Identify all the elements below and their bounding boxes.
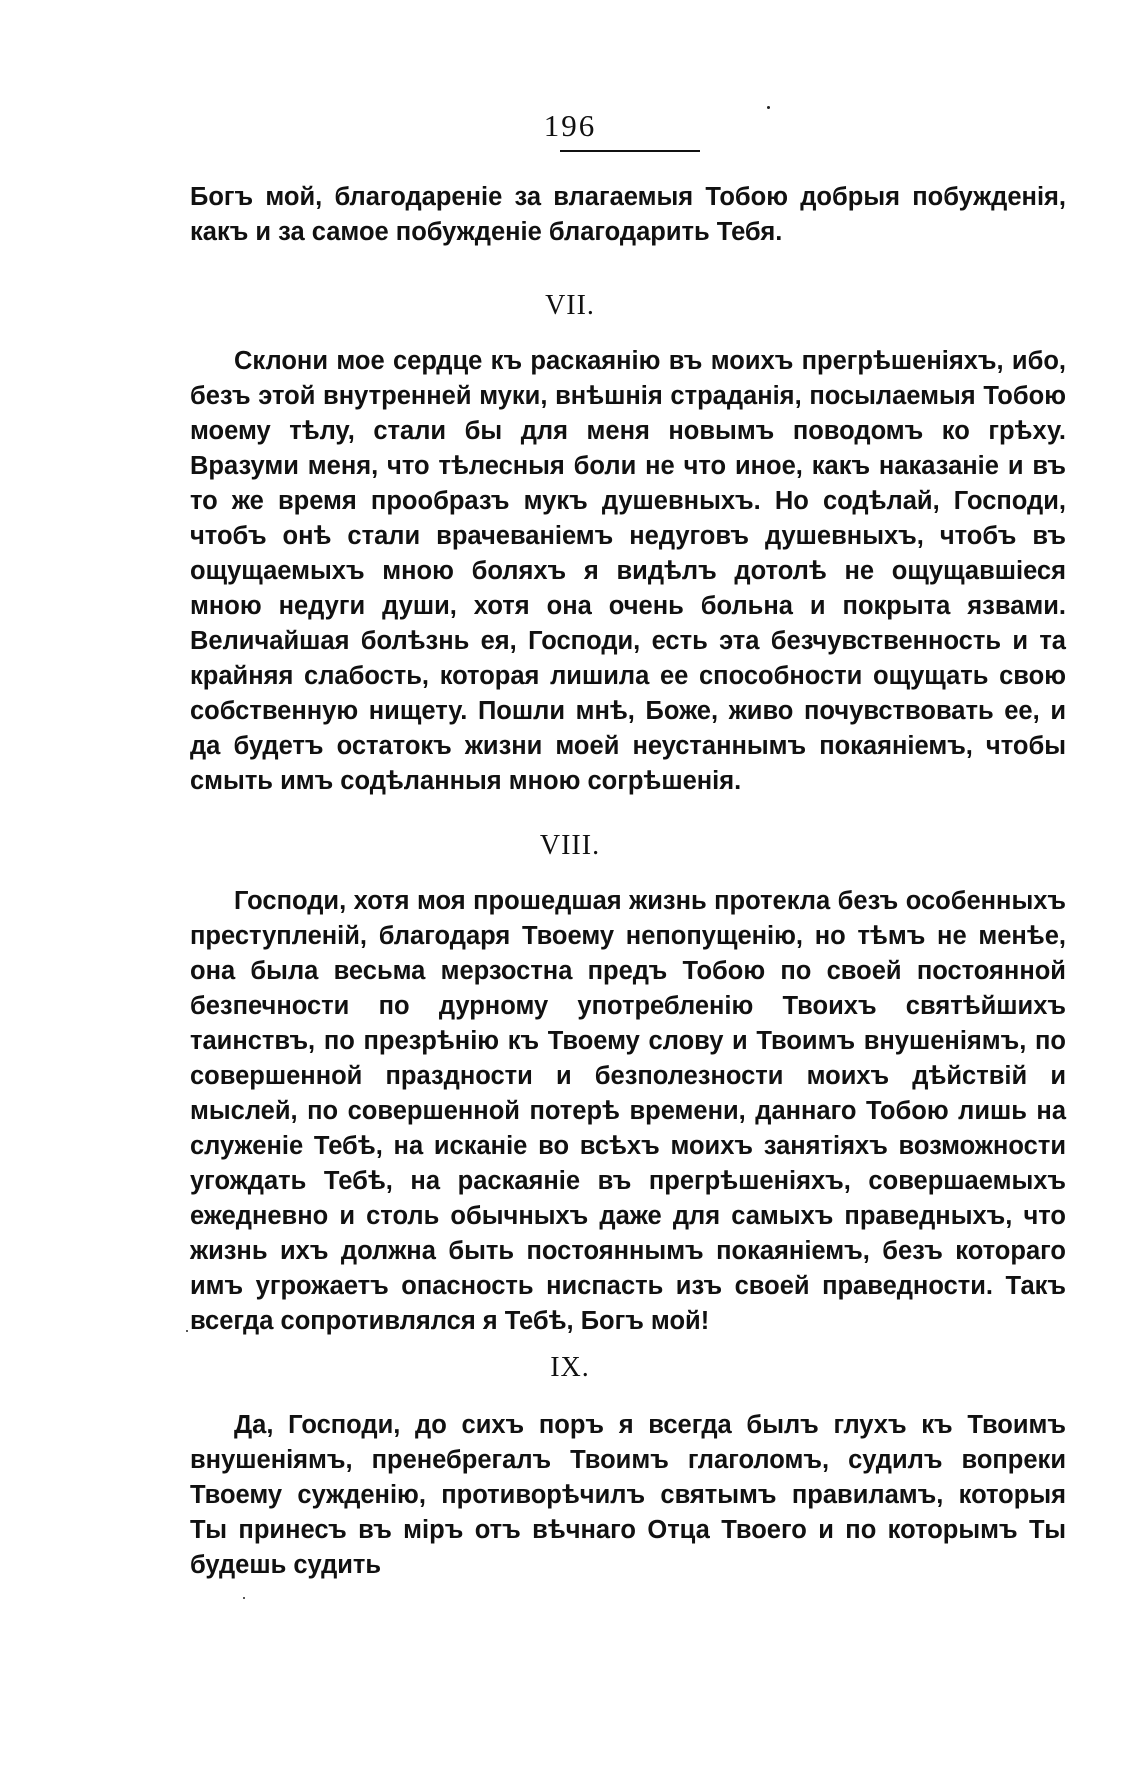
scan-speck <box>186 1330 188 1332</box>
page-number-rule <box>560 150 700 152</box>
page-number: 196 <box>543 108 597 143</box>
section-heading-vii: VII. <box>545 290 595 321</box>
scan-speck <box>767 106 770 109</box>
section-heading-viii: VIII. <box>539 830 601 861</box>
intro-paragraph-block <box>190 180 1066 250</box>
scan-speck <box>243 1597 245 1599</box>
intro-paragraph: Богъ мой, благодареніе за влагаемыя Тобою добрыя побужденія, какъ и за самое побужденіе благодарить Тебя. <box>190 183 1066 246</box>
section-viii-block <box>190 884 1066 1339</box>
section-vii-block <box>190 344 1066 799</box>
section-heading-ix: IX. <box>550 1352 590 1383</box>
section-ix-block <box>190 1408 1066 1583</box>
section-vii-paragraph: Склони мое сердце къ раскаянію въ моихъ прегрѣшеніяхъ, ибо, безъ этой внутренней муки, внѣшнія страданія, посылаемыя Тобою моему тѣлу, стали бы для меня новымъ поводомъ ко грѣху. Вразуми меня, что тѣлесныя боли не что иное, какъ наказаніе и въ то же время прообразъ мукъ душевныхъ. Но содѣлай, Господи, чтобъ онѣ стали врачеваніемъ недуговъ душевныхъ, чтобъ въ ощущаемыхъ мною боляхъ я видѣлъ дотолѣ не ощущавшіеся мною недуги души, хотя она очень больна и покрыта язвами. Величайшая болѣзнь ея, Господи, есть эта безчувственность и та крайняя слабость, которая лишила ее способности ощущать свою собственную нищету. Пошли мнѣ, Боже, живо почувствовать ее, и да будетъ остатокъ жизни моей неустаннымъ покаяніемъ, чтобы смыть имъ содѣланныя мною согрѣшенія. <box>190 347 1066 795</box>
section-viii-paragraph: Господи, хотя моя прошедшая жизнь протекла безъ особенныхъ преступленій, благодаря Твоему непопущенію, но тѣмъ не менѣе, она была весьма мерзостна предъ Тобою по своей постоянной безпечности по дурному употребленію Твоихъ святѣйшихъ таинствъ, по презрѣнію къ Твоему слову и Твоимъ внушеніямъ, по совершенной праздности и безполезности моихъ дѣйствій и мыслей, по совершенной потерѣ времени, даннаго Тобою лишь на служеніе Тебѣ, на исканіе во всѣхъ моихъ занятіяхъ возможности угождать Тебѣ, на раскаяніе въ прегрѣшеніяхъ, совершаемыхъ ежедневно и столь обычныхъ даже для самыхъ праведныхъ, что жизнь ихъ должна быть постояннымъ покаяніемъ, безъ котораго имъ угрожаетъ опасность ниспасть изъ своей праведности. Такъ всегда сопротивлялся я Тебѣ, Богъ мой! <box>190 887 1066 1335</box>
section-ix-paragraph: Да, Господи, до сихъ поръ я всегда былъ глухъ къ Твоимъ внушеніямъ, пренебрегалъ Твоимъ глаголомъ, судилъ вопреки Твоему сужденію, противорѣчилъ святымъ правиламъ, которыя Ты принесъ въ міръ отъ вѣчнаго Отца Твоего и по которымъ Ты будешь судить <box>190 1411 1066 1579</box>
